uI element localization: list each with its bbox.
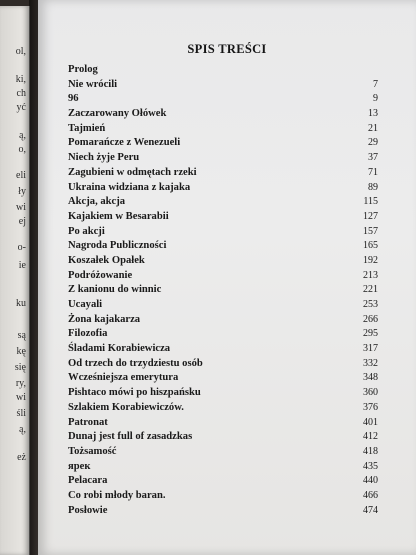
toc-entry	[68, 181, 378, 196]
toc-entry	[68, 416, 378, 431]
toc-entry	[68, 327, 378, 342]
toc-page	[38, 0, 416, 555]
toc-entry-title: Akcja, akcja	[68, 196, 126, 208]
toc-entry-page: 266	[363, 313, 378, 325]
toc-entry-title: Niech żyje Peru	[68, 152, 140, 164]
toc-entry-page: 29	[368, 137, 378, 149]
toc-entry-page: 412	[363, 431, 378, 443]
toc-entry	[68, 313, 378, 328]
toc-entry-title: Pomarańcze z Wenezueli	[68, 137, 181, 149]
toc-entry-page: 474	[363, 504, 378, 516]
toc-entry	[68, 78, 378, 93]
toc-entry-page: 7	[373, 78, 378, 90]
toc-entry-title: Ukraina widziana z kajaka	[68, 181, 191, 193]
toc-entry	[68, 151, 378, 166]
toc-entry-page: 360	[363, 387, 378, 399]
toc-entry-title: Podróżowanie	[68, 269, 133, 281]
left-page	[0, 6, 30, 555]
left-page-fragment: o,	[18, 144, 26, 155]
toc-entry	[68, 342, 378, 357]
toc-entry-title: Filozofia	[68, 328, 108, 340]
toc-entry	[68, 504, 378, 519]
toc-entry-title: Tożsamość	[68, 445, 117, 457]
toc-entry-page: 440	[363, 475, 378, 487]
left-page-fragment: ie	[18, 260, 26, 271]
page-title: SPIS TREŚCI	[187, 42, 267, 56]
toc-entry	[68, 357, 378, 372]
toc-entry-title: Żona kajakarza	[68, 313, 141, 325]
toc-entry	[68, 210, 378, 225]
toc-entry-page: 376	[363, 401, 378, 413]
left-page-fragment: ch	[16, 88, 26, 99]
toc-entry	[68, 136, 378, 151]
toc-entry-title: Zaczarowany Ołówek	[68, 108, 167, 120]
toc-entry-page: 435	[363, 460, 378, 472]
toc-entry	[68, 122, 378, 137]
toc-entry-title: Od trzech do trzydziestu osób	[68, 357, 203, 369]
left-page-fragment: eż	[17, 452, 26, 463]
toc-entry-page: 418	[363, 445, 378, 457]
toc-entry-page: 317	[363, 343, 378, 355]
toc-entry	[68, 107, 378, 122]
toc-entry-page: 295	[363, 328, 378, 340]
toc-entry-title: ярек	[68, 460, 91, 472]
toc-entry	[68, 195, 378, 210]
toc-entry-title: Kajakiem w Besarabii	[68, 210, 169, 222]
toc-entry-title: Pishtaco mówi po hiszpańsku	[68, 387, 201, 399]
toc-entry-page: 21	[368, 122, 378, 134]
toc-entry-page: 221	[363, 284, 378, 296]
left-page-fragment: wi	[16, 392, 26, 403]
toc-entry-title: Tajmień	[68, 122, 106, 134]
toc-entry-title: Koszałek Opałek	[68, 254, 145, 266]
toc-entry-title: Szlakiem Korabiewiczów.	[68, 401, 184, 413]
toc-entry-title: Dunaj jest full of zasadzkas	[68, 431, 193, 443]
toc-entry-page: 157	[363, 225, 378, 237]
left-page-fragment: ry,	[15, 378, 26, 389]
left-page-fragment: ą,	[19, 130, 26, 141]
left-page-fragment: ą,	[19, 424, 26, 435]
toc-entry-page: 13	[368, 108, 378, 120]
toc-entry-title: Nie wrócili	[68, 78, 118, 90]
toc-entry	[68, 401, 378, 416]
toc-entry-title: Śladami Korabiewicza	[68, 343, 171, 355]
toc-entry-title: Co robi młody baran.	[68, 489, 166, 501]
left-page-fragment: są	[17, 330, 26, 341]
toc-entry	[68, 92, 378, 107]
toc-entry	[68, 283, 378, 298]
toc-entry-page: 213	[363, 269, 378, 281]
toc-entry-page: 115	[363, 196, 378, 208]
toc-entry	[68, 166, 378, 181]
left-page-fragment: ej	[18, 216, 26, 227]
toc-entry	[68, 445, 378, 460]
toc-entry	[68, 489, 378, 504]
left-page-fragment: o-	[17, 242, 26, 253]
toc-entry-page: 89	[368, 181, 378, 193]
toc-entry-page: 127	[363, 210, 378, 222]
toc-entry	[68, 269, 378, 284]
toc-entry-title: Prolog	[68, 64, 98, 75]
toc-entry-title: Po akcji	[68, 225, 105, 237]
toc-list	[68, 63, 378, 518]
toc-entry-title: Z kanionu do winnic	[68, 284, 162, 296]
toc-entry	[68, 225, 378, 240]
toc-entry-title: Ucayali	[68, 299, 103, 310]
toc-entry	[68, 63, 378, 78]
toc-entry-page: 253	[363, 299, 378, 310]
left-page-fragment: śli	[16, 408, 26, 419]
toc-entry	[68, 386, 378, 401]
toc-entry	[68, 298, 378, 313]
left-page-fragment: ol,	[15, 46, 26, 57]
toc-entry-page: 37	[368, 152, 378, 164]
left-page-fragment: eli	[16, 170, 26, 181]
toc-entry-page: 165	[363, 240, 378, 252]
toc-entry-title: Zagubieni w odmętach rzeki	[68, 166, 197, 178]
left-page-fragment: ki,	[15, 74, 26, 85]
toc-entry	[68, 254, 378, 269]
toc-entry-page: 466	[363, 489, 378, 501]
toc-entry-page: 192	[363, 254, 378, 266]
toc-entry-title: Posłowie	[68, 504, 108, 516]
toc-entry-title: Nagroda Publiczności	[68, 240, 167, 252]
toc-entry-page: 332	[363, 357, 378, 369]
left-page-fragment: kę	[16, 346, 26, 357]
toc-entry-title: Wcześniejsza emerytura	[68, 372, 179, 384]
toc-entry-page: 348	[363, 372, 378, 384]
toc-entry	[68, 371, 378, 386]
toc-entry-title: 96	[68, 93, 79, 105]
left-page-fragment: się	[14, 362, 26, 373]
toc-entry-page: 401	[363, 416, 378, 428]
toc-entry	[68, 474, 378, 489]
toc-entry	[68, 239, 378, 254]
left-page-fragment: wi	[16, 202, 26, 213]
toc-entry-page: 71	[368, 166, 378, 178]
toc-entry	[68, 430, 378, 445]
left-page-fragment: yć	[16, 102, 26, 113]
left-page-fragment: ku	[16, 298, 26, 309]
toc-entry-title: Pelacara	[68, 475, 108, 487]
toc-entry-title: Patronat	[68, 416, 108, 428]
left-page-fragment: ły	[18, 186, 26, 197]
toc-entry	[68, 460, 378, 475]
toc-entry-page: 9	[373, 93, 378, 105]
